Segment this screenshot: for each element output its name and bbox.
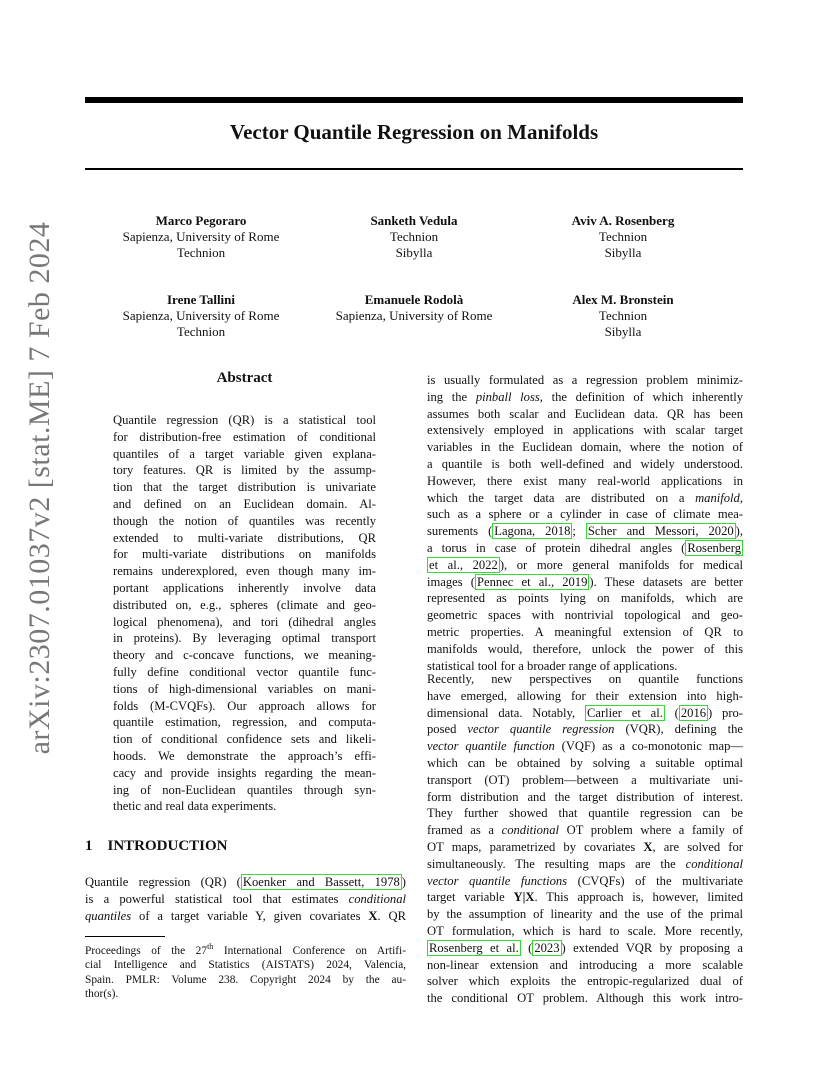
text-run: ( (520, 940, 533, 955)
citation-link[interactable]: 2023 (534, 940, 560, 955)
abstract-line: tion of conditional confidence sets and likeli- (113, 732, 376, 747)
abstract-line: thetic and real data experiments. (113, 799, 277, 814)
abstract-line: folds (M-CVQFs). Our approach allows for (113, 698, 376, 713)
text-run: X (368, 908, 378, 923)
text-run: assumes both scalar and Euclidean data. QR has been (427, 406, 743, 421)
intro-paragraph (427, 372, 743, 674)
text-run: framed as a (427, 823, 502, 838)
arxiv-id: arXiv:2307.01037v2 [stat.ME] 7 Feb 2024 (23, 221, 56, 755)
text-run: the conditional OT problem. Although this work intro- (427, 991, 743, 1006)
paper-title: Vector Quantile Regression on Manifolds (229, 120, 599, 144)
text-run: by the assumption of linearity and the use of the primal (427, 907, 743, 922)
text-run: simultaneously. The resulting maps are the (427, 856, 686, 871)
text-run: Proceedings of the 27 (85, 944, 208, 957)
section-number: 1 (85, 838, 93, 854)
title-rule-bottom (85, 168, 743, 170)
text-run: Quantile regression (QR) ( (85, 875, 241, 889)
citation-link[interactable]: Carlier et al. (586, 705, 663, 720)
text-run: solver which exploits the entropic-regularized dual of (427, 974, 743, 989)
text-run: vector quantile functions (427, 873, 568, 888)
text-run: ) pro- (708, 705, 743, 720)
author-affiliation: Technion (598, 308, 648, 323)
abstract-line: portant applications inherently involve data (113, 580, 376, 595)
author-affiliation: Sapienza, University of Rome (122, 229, 280, 244)
citation-link[interactable]: Rosenberg (687, 540, 741, 555)
abstract-line: Quantile regression (QR) is a statistical tool (113, 413, 376, 427)
author-name: Alex M. Bronstein (572, 292, 674, 307)
footnote-rule (85, 936, 165, 937)
abstract-line: quantiles of a target variable given explana- (113, 446, 376, 461)
abstract-line: tion that the target distribution is univariate (113, 480, 376, 495)
arxiv-sidebar-stamp (16, 221, 64, 755)
text-run: metric properties. A meaningful extension of QR to (427, 624, 743, 639)
text-run: represented as points lying on manifolds, which are (427, 591, 743, 606)
author-affiliation: Technion (598, 229, 648, 244)
text-run: images ( (427, 574, 475, 589)
text-run: , the definition of which inherently (539, 389, 743, 404)
citation-link[interactable]: et al., 2022 (429, 557, 498, 572)
author-affiliation: Technion (389, 229, 439, 244)
abstract-line: remains underexplored, even though many im- (113, 564, 376, 579)
text-run: They further showed that quantile regression can be (427, 806, 743, 821)
author-affiliation: Sapienza, University of Rome (335, 308, 493, 323)
intro-paragraph (427, 671, 743, 1007)
text-run: , (739, 490, 743, 505)
abstract-body (113, 412, 376, 815)
author-block (518, 213, 728, 261)
text-run: statistical tool for a broader range of applications. (427, 658, 678, 673)
title-rule-top (85, 97, 743, 103)
abstract-line: in proteins). By leveraging optimal transport (113, 631, 376, 646)
citation-link[interactable]: Pennec et al., 2019 (477, 574, 588, 589)
text-run: such as a sphere or a cylinder in case of climate mea- (427, 507, 743, 522)
text-run: OT problem where a family of (559, 823, 744, 838)
text-run: However, there exist many real-world applications in (427, 473, 743, 488)
abstract-line: though the notion of quantiles was recently (113, 513, 376, 528)
text-run: Y|X (513, 890, 535, 905)
text-run: pinball loss (475, 389, 540, 404)
text-run: thor(s). (85, 988, 119, 1001)
author-name: Emanuele Rodolà (364, 292, 464, 307)
abstract-line: for multi-variate distributions on manifolds (113, 547, 376, 562)
author-name: Aviv A. Rosenberg (571, 213, 675, 228)
author-affiliation: Sapienza, University of Rome (122, 308, 280, 323)
text-run: quantiles (85, 908, 132, 923)
text-run: target variable (427, 890, 514, 905)
text-run: which can be obtained by solving a suitable optimal (427, 755, 743, 770)
text-run: (VQF) as a co-monotonic map— (554, 739, 743, 754)
text-run: Spain. PMLR: Volume 238. Copyright 2024 by the au- (85, 973, 406, 986)
text-run: transport (OT) problem—between a multivariate uni- (427, 772, 743, 787)
text-run: ), (735, 524, 744, 539)
text-run: International Conference on Artifi- (213, 944, 406, 957)
text-run: ) (401, 875, 406, 889)
text-run: ), or more general manifolds for medical (499, 557, 743, 572)
text-run: . QR (377, 908, 406, 923)
text-run: (VQR), defining the (614, 722, 743, 737)
citation-link[interactable]: 2016 (680, 705, 707, 720)
author-block (96, 213, 306, 261)
citation-link[interactable]: Koenker and Bassett, 1978 (242, 875, 400, 889)
author-name: Marco Pegoraro (155, 213, 247, 228)
text-run: ( (664, 705, 679, 720)
text-run: of a target variable Y, given covariates (131, 908, 369, 923)
abstract-line: distributed on, e.g., spheres (climate and geo- (113, 597, 376, 612)
citation-link[interactable]: Lagona, 2018 (494, 524, 571, 539)
text-run: manifolds would, therefore, unlock the power of this (427, 641, 743, 656)
text-run: ; (572, 524, 586, 539)
abstract-line: for distribution-free estimation of conditional (113, 429, 376, 444)
text-run: conditional (501, 823, 559, 838)
abstract-line: cacy and provide insights regarding the mean- (113, 765, 376, 780)
text-run: OT maps, parametrized by covariates (427, 839, 644, 854)
abstract-line: theory and c-concave functions, we meaning- (113, 648, 376, 663)
text-run: is a powerful statistical tool that estimates (85, 891, 349, 906)
abstract-line: fully define conditional vector quantile func- (113, 664, 376, 679)
author-affiliation: Technion (176, 245, 226, 260)
abstract-line: quantile estimation, regression, and computa- (113, 715, 376, 730)
text-run: a torus in case of protein dihedral angles ( (427, 540, 686, 555)
text-run: Recently, new perspectives on quantile functions (427, 672, 743, 686)
citation-link[interactable]: Scher and Messori, 2020 (587, 524, 734, 539)
text-run: conditional (348, 891, 406, 906)
author-name: Irene Tallini (166, 292, 236, 307)
abstract-line: ing of non-Euclidean quantiles through syn- (113, 782, 376, 797)
text-run: vector quantile function (427, 739, 555, 754)
text-run: variables in the Euclidean domain, where the notion of (427, 440, 743, 455)
text-run: ing the (427, 389, 476, 404)
text-run: manifold (695, 490, 740, 505)
text-run: conditional (685, 856, 743, 871)
footnote (85, 940, 406, 1001)
text-run: (CVQFs) of the multivariate (567, 873, 743, 888)
text-run: surements ( (427, 524, 493, 539)
text-run: extensively employed in applications with scalar target (427, 423, 743, 438)
author-block (96, 292, 306, 340)
abstract-heading: Abstract (216, 370, 273, 386)
text-run: non-linear extension and introducing a more scalable (427, 957, 743, 972)
abstract-line: logical phenomena), and tori (dihedral angles (113, 614, 376, 629)
abstract-line: tory features. QR is limited by the assump- (113, 463, 376, 478)
author-block (518, 292, 728, 340)
text-run: posed (427, 722, 468, 737)
text-run: which the target data are distributed on a (427, 490, 696, 505)
author-block (309, 292, 519, 324)
author-affiliation: Sibylla (604, 245, 642, 260)
text-run: a quantile is both well-defined and widely understood. (427, 456, 743, 471)
text-run: OT formulation, which is hard to scale. More recently, (427, 923, 743, 938)
text-run: ). These datasets are better (589, 574, 743, 589)
text-run: X (643, 839, 653, 854)
text-run: dimensional data. Notably, (427, 705, 585, 720)
abstract-line: hoods. We demonstrate the approach’s effi- (113, 748, 376, 763)
text-run: ) extended VQR by proposing a (561, 940, 744, 955)
author-name: Sanketh Vedula (370, 213, 458, 228)
text-run: form distribution and the target distribution of interest. (427, 789, 743, 804)
author-affiliation: Sibylla (395, 245, 433, 260)
author-affiliation: Technion (176, 324, 226, 339)
author-block (309, 213, 519, 261)
citation-link[interactable]: Rosenberg et al. (429, 940, 519, 955)
text-run: , are solved for (652, 839, 743, 854)
text-run: have emerged, allowing for their extension into high- (427, 688, 743, 703)
author-affiliation: Sibylla (604, 324, 642, 339)
text-run: . This approach is, however, limited (534, 890, 744, 905)
abstract-line: tions of high-dimensional variables on mani- (113, 681, 376, 696)
abstract-line: extended to multi-variate distributions, QR (113, 530, 376, 545)
text-run: cial Intelligence and Statistics (AISTATS) 2024, Valencia, (85, 959, 406, 972)
text-run: vector quantile regression (467, 722, 615, 737)
intro-paragraph (85, 874, 406, 924)
text-run: is usually formulated as a regression problem minimiz- (427, 373, 743, 387)
abstract-line: and defined on an Euclidean domain. Al- (113, 496, 376, 511)
text-run: th (207, 942, 214, 951)
intro-heading (85, 838, 228, 855)
text-run: geometric spaces with nontrivial topological and geo- (427, 608, 743, 623)
section-title: INTRODUCTION (107, 838, 228, 854)
